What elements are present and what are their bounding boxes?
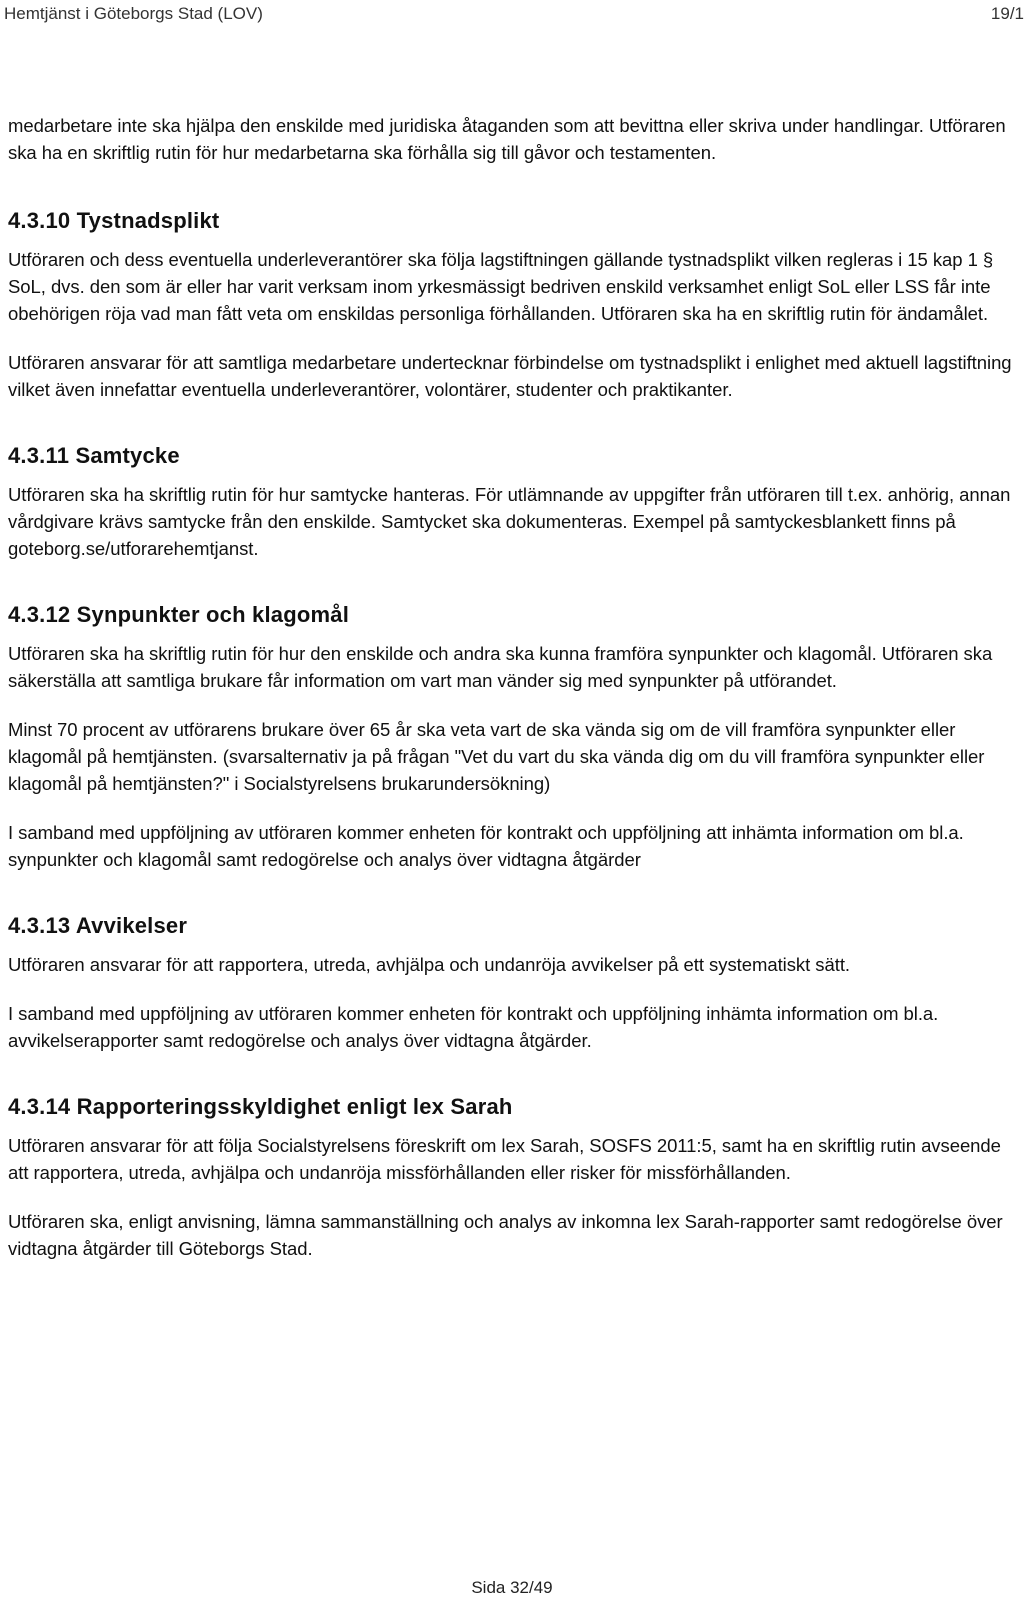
tystnadsplikt-paragraph-2: Utföraren ansvarar för att samtliga medarbetare undertecknar förbindelse om tystnadsplikt i enlighet med aktuell lagstiftning vilket även innefattar eventuella underleverantörer, volontärer, studenter och praktikanter. xyxy=(8,352,1012,400)
synpunkter-paragraph-3: I samband med uppföljning av utföraren kommer enheten för kontrakt och uppföljning att inhämta information om bl.a. synpunkter och klagomål samt redogörelse och analys över vidtagna åtgärder xyxy=(8,822,964,870)
avvikelser-paragraph-2: I samband med uppföljning av utföraren kommer enheten för kontrakt och uppföljning inhämta information om bl.a. avvikelserapporter samt redogörelse och analys över vidtagna åtgärder. xyxy=(8,1003,939,1051)
tystnadsplikt-paragraph-1: Utföraren och dess eventuella underleverantörer ska följa lagstiftningen gällande tystnadsplikt vilken regleras i 15 kap 1 § SoL, dvs. den som är eller har varit verksam inom yrkesmässigt bedriven enskild verksamhet enligt SoL eller LSS får inte obehörigen röja vad man fått veta om enskildas personliga förhållanden. Utföraren ska ha en skriftlig rutin för ändamålet. xyxy=(8,249,994,324)
page-header xyxy=(0,0,1024,40)
document-title: Hemtjänst i Göteborgs Stad (LOV) xyxy=(4,4,263,23)
synpunkter-paragraph-1: Utföraren ska ha skriftlig rutin för hur den enskilde och andra ska kunna framföra synpunkter och klagomål. Utföraren ska säkerställa att samtliga brukare får information om vart man vänder sig med synpunkter på utförandet. xyxy=(8,643,993,691)
intro-paragraph: medarbetare inte ska hjälpa den enskilde med juridiska åtaganden som att bevittna eller skriva under handlingar. Utföraren ska ha en skriftlig rutin för hur medarbetarna ska förhålla sig till gåvor och testamenten. xyxy=(8,115,1006,163)
lex-sarah-paragraph-1: Utföraren ansvarar för att följa Socialstyrelsens föreskrift om lex Sarah, SOSFS 2011:5, samt ha en skriftlig rutin avseende att rapportera, utreda, avhjälpa och undanröja missförhållanden eller risker för missförhållanden. xyxy=(8,1135,1001,1183)
section-heading-lex-sarah: 4.3.14 Rapporteringsskyldighet enligt lex Sarah xyxy=(8,1094,513,1119)
synpunkter-paragraph-2: Minst 70 procent av utförarens brukare över 65 år ska veta vart de ska vända sig om de vill framföra synpunkter eller klagomål på hemtjänsten. (svarsalternativ ja på frågan "Vet du vart du ska vända dig om du vill framföra synpunkter eller klagomål på hemtjänsten?" i Socialstyrelsens brukarundersökning) xyxy=(8,719,985,794)
document-body xyxy=(8,112,1020,1262)
avvikelser-paragraph-1: Utföraren ansvarar för att rapportera, utreda, avhjälpa och undanröja avvikelser på ett systematiskt sätt. xyxy=(8,954,851,975)
page-number: Sida 32/49 xyxy=(471,1578,553,1597)
lex-sarah-paragraph-2: Utföraren ska, enligt anvisning, lämna sammanställning och analys av inkomna lex Sarah-rapporter samt redogörelse över vidtagna åtgärder till Göteborgs Stad. xyxy=(8,1211,1003,1259)
section-heading-synpunkter: 4.3.12 Synpunkter och klagomål xyxy=(8,602,350,627)
section-heading-avvikelser: 4.3.13 Avvikelser xyxy=(8,913,188,938)
section-heading-samtycke: 4.3.11 Samtycke xyxy=(8,443,180,468)
header-page-ref: 19/1 xyxy=(990,4,1024,23)
section-heading-tystnadsplikt: 4.3.10 Tystnadsplikt xyxy=(8,208,220,233)
samtycke-paragraph-1: Utföraren ska ha skriftlig rutin för hur samtycke hanteras. För utlämnande av uppgifter från utföraren till t.ex. anhörig, annan vårdgivare krävs samtycke från den enskilde. Samtycket ska dokumenteras. Exempel på samtyckesblankett finns på goteborg.se/utforarehemtjanst. xyxy=(8,484,1011,559)
